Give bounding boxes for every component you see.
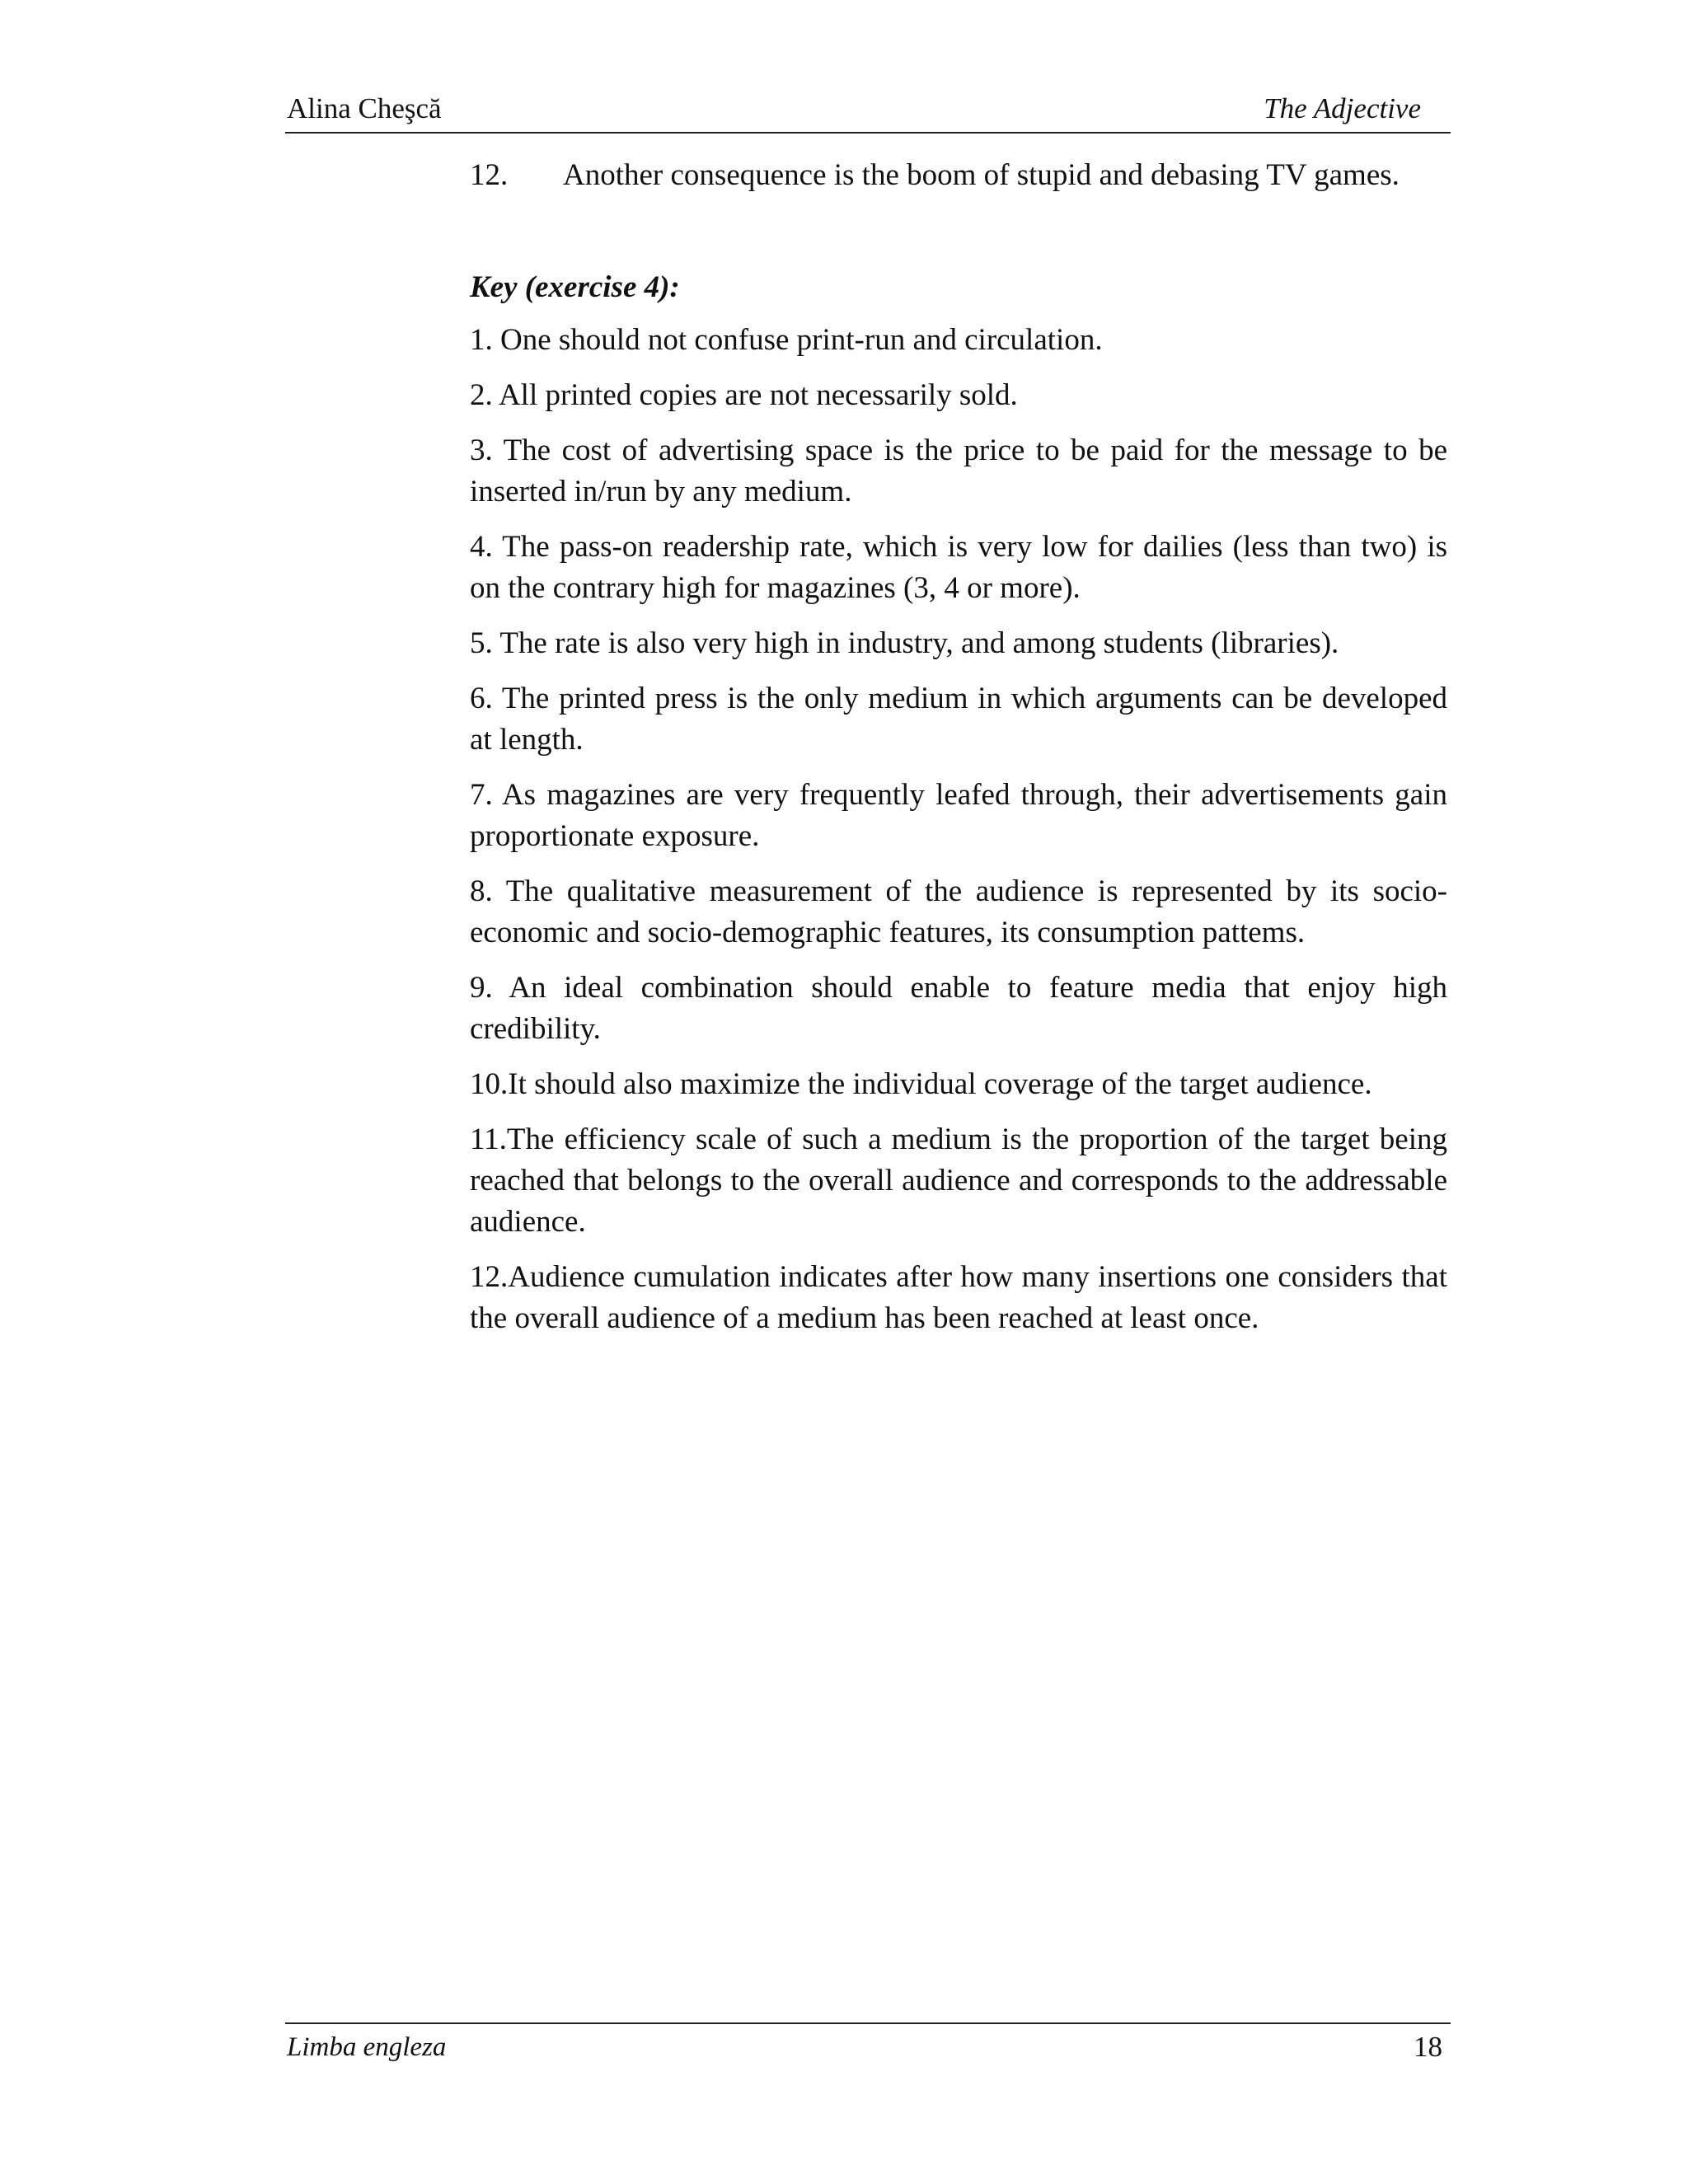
key-heading: Key (exercise 4): [470, 270, 680, 304]
key-answer-1: 1. One should not confuse print-run and circulation. [470, 323, 1103, 357]
key-answer-7: 7. As magazines are very frequently leafed through, their advertisements gain proportionate exposure. [470, 778, 1447, 853]
key-answer-3: 3. The cost of advertising space is the price to be paid for the message to be inserted in/run by any medium. [470, 434, 1447, 509]
key-answer-11: 11.The efficiency scale of such a medium is the proportion of the target being reached that belongs to the overall audience and corresponds to the addressable audience. [470, 1122, 1447, 1239]
page-content [470, 155, 1447, 1353]
previous-item-text: Another consequence is the boom of stupid and debasing TV games. [563, 158, 1400, 192]
page-footer [285, 2022, 1451, 2065]
header-book-title: The Adjective [1264, 92, 1421, 124]
key-answer-10: 10.It should also maximize the individual coverage of the target audience. [470, 1067, 1372, 1101]
previous-item-number: 12. [470, 158, 509, 192]
key-answer-5: 5. The rate is also very high in industry, and among students (libraries). [470, 626, 1339, 660]
page-number: 18 [1414, 2031, 1442, 2063]
key-answer-9: 9. An ideal combination should enable to feature media that enjoy high credibility. [470, 971, 1447, 1046]
footer-course: Limba engleza [287, 2032, 447, 2062]
key-answer-2: 2. All printed copies are not necessarily sold. [470, 378, 1018, 412]
previous-exercise-item [470, 155, 1447, 196]
header-author: Alina Cheşcă [287, 92, 442, 124]
key-answer-4: 4. The pass-on readership rate, which is very low for dailies (less than two) is on the contrary high for magazines (3, 4 or more). [470, 530, 1447, 605]
key-answer-6: 6. The printed press is the only medium in which arguments can be developed at length. [470, 682, 1447, 757]
key-answer-8: 8. The qualitative measurement of the audience is represented by its socio-economic and socio-demographic features, its consumption pattems. [470, 874, 1447, 949]
page-header [285, 91, 1451, 134]
key-answer-12: 12.Audience cumulation indicates after how many insertions one considers that the overall audience of a medium has been reached at least once. [470, 1260, 1447, 1335]
